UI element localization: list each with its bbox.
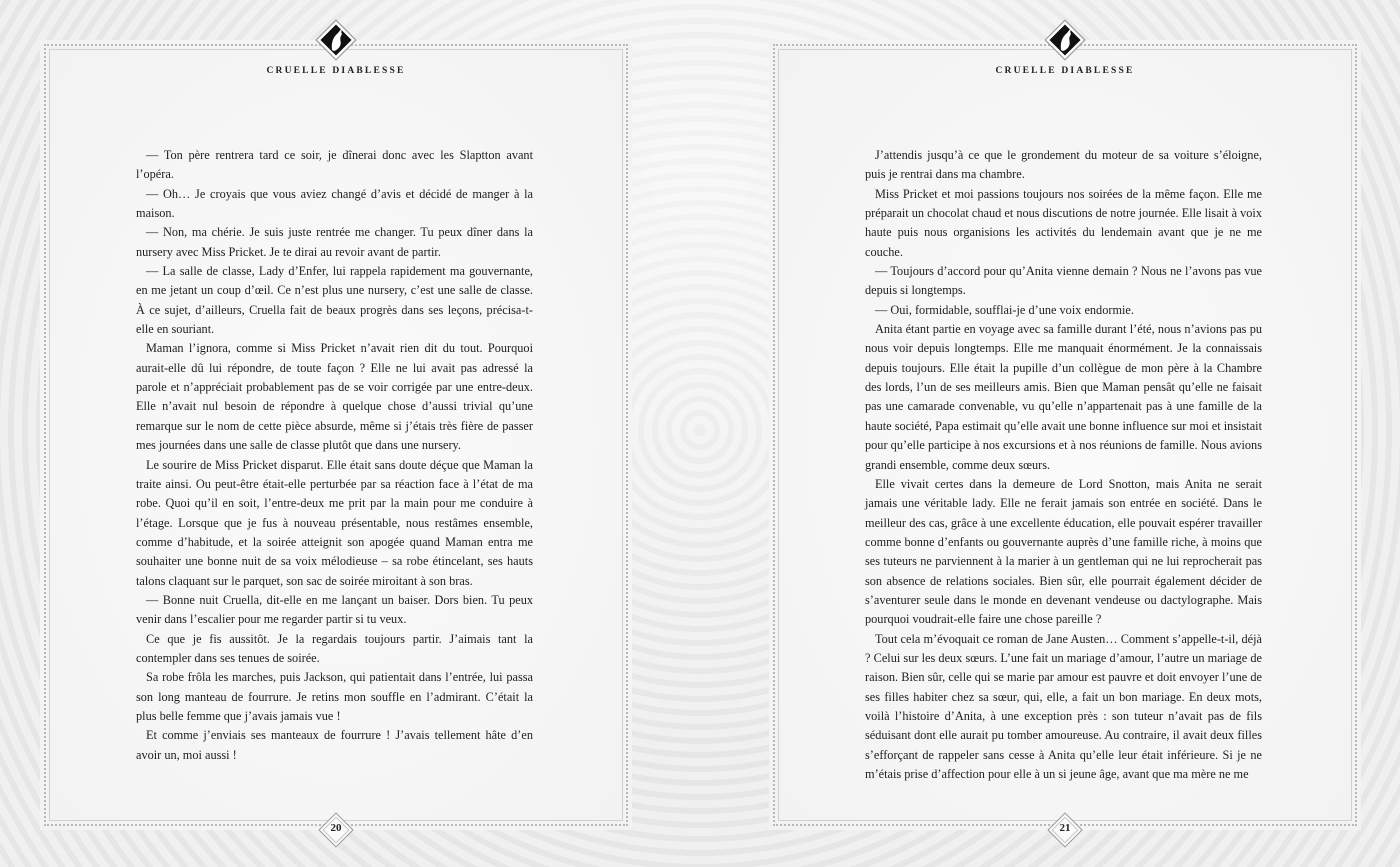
page-number-badge (1045, 810, 1085, 850)
villain-silhouette-diamond-icon (312, 16, 360, 64)
paragraph: J’attendis jusqu’à ce que le grondement du moteur de sa voiture s’éloigne, puis je rentrai dans ma chambre. (865, 148, 1262, 182)
paragraph: — Bonne nuit Cruella, dit-elle en me lançant un baiser. Dors bien. Tu peux venir dans l’escalier pour me regarder partir si tu veux. (136, 592, 533, 627)
paragraph: — Non, ma chérie. Je suis juste rentrée me changer. Tu peux dîner dans la nursery avec Miss Pricket. Je te dirai au revoir avant de partir. (136, 225, 533, 259)
paragraph: Maman l’ignora, comme si Miss Pricket n’avait rien dit du tout. Pourquoi aurait-elle dû lui répondre, de toute façon ? Elle ne lui avait pas adressé la parole et n’appréciait probablement pas de se voir corrigée par une entre-deux. Elle n’avait nul besoin de répondre à quelque chose d’aussi trivial qu’une remarque sur le nom de cette pièce absurde, même si j’étais très fière de passer mes journées dans une salle de classe plutôt que dans une nursery. (136, 341, 533, 453)
paragraph: Elle vivait certes dans la demeure de Lord Snotton, mais Anita ne serait jamais une véritable lady. Elle ne ferait jamais son entrée en société. Dans le meilleur des cas, grâce à une excellente éducation, elle pouvait espérer travailler comme bonne d’enfants ou gouvernante auprès d’une famille riche, à moins que ses tuteurs ne parviennent à la marier à un gentleman qui ne lui reprocherait pas son absence de relations sociales. Bien sûr, elle pourrait également décider de s’aventurer seule dans le monde en devenant vendeuse ou dactylographe. Mais pourquoi voudrait-elle faire une chose pareille ? (865, 476, 1262, 627)
page-number: 20 (330, 822, 342, 834)
paragraph: — Oh… Je croyais que vous aviez changé d’avis et décidé de manger à la maison. (136, 186, 533, 221)
paragraph: Tout cela m’évoquait ce roman de Jane Austen… Comment s’appelle-t-il, déjà ? Celui sur les deux sœurs. L’une fait un mariage d’amour, l’autre un mariage de raison. Bien sûr, celle qui se marie par amour est pauvre et doit envoyer l’une de ses filles habiter chez sa sœur, qui, elle, a fait un bon mariage. En deux mots, voilà l’histoire d’Anita, à une exception près : son tuteur n’avait pas de fils séduisant dont elle aurait pu tomber amoureuse. Au contraire, il avait deux filles s’efforçant de rappeler sans cesse à Anita qu’elle leur était inférieure. Si je ne m’étais prise d’affection pour elle à un si jeune âge, avant que ma mère ne me (865, 631, 1262, 781)
left-page (40, 40, 632, 834)
page-number: 21 (1059, 822, 1071, 834)
body-text (865, 146, 1262, 784)
villain-silhouette-diamond-icon (1041, 16, 1089, 64)
page-number-badge (316, 810, 356, 850)
paragraph: Anita étant partie en voyage avec sa famille durant l’été, nous n’avions pas pu nous voir depuis longtemps. Elle me manquait énormément. Je la connaissais depuis toujours. Elle était la pupille d’un collègue de mon père à la Chambre des lords, l’un de ses meilleurs amis. Bien que Maman pensât qu’elle ne faisait pas une camarade convenable, vu qu’elle n’appartenait pas à une famille de la haute société, Papa estimait qu’elle avait une bonne influence sur moi et insistait pour qu’elle participe à nos excursions et à nos réunions de famille. Nous avions grandi ensemble, comme deux sœurs. (865, 322, 1262, 472)
right-page (769, 40, 1361, 834)
paragraph: — Toujours d’accord pour qu’Anita vienne demain ? Nous ne l’avons pas vue depuis si longtemps. (865, 264, 1262, 298)
paragraph: Ce que je fis aussitôt. Je la regardais toujours partir. J’aimais tant la contempler dans ses tenues de soirée. (136, 631, 533, 665)
running-head: CRUELLE DIABLESSE (266, 66, 406, 76)
body-text (136, 146, 533, 765)
paragraph: Sa robe frôla les marches, puis Jackson, qui patientait dans l’entrée, lui passa son long manteau de fourrure. Je retins mon souffle en l’admirant. C’était la plus belle femme que j’avais jamais vue ! (136, 670, 533, 723)
paragraph: Le sourire de Miss Pricket disparut. Elle était sans doute déçue que Maman la traite ainsi. Ou peut-être était-elle perturbée par sa réaction face à l’état de ma robe. Quoi qu’il en soit, l’entre-deux me prit par la main pour me conduire à l’étage. Lorsque que je fus à nouveau présentable, nous restâmes ensemble, comme d’habitude, et la soirée atteignit son apogée quand Maman entra me souhaiter une bonne nuit de sa voix mélodieuse – sa robe étincelant, ses hauts talons claquant sur le parquet, son sac de soirée miroitant à son bras. (136, 457, 533, 588)
running-head: CRUELLE DIABLESSE (995, 66, 1135, 76)
paragraph: — La salle de classe, Lady d’Enfer, lui rappela rapidement ma gouvernante, en me jetant un coup d’œil. Ce n’est plus une nursery, c’est une salle de classe. À ce sujet, d’ailleurs, Cruella fait de beaux progrès dans ses leçons, précisa-t-elle en souriant. (136, 264, 533, 337)
paragraph: Et comme j’enviais ses manteaux de fourrure ! J’avais tellement hâte d’en avoir un, moi aussi ! (136, 728, 533, 762)
paragraph: — Oui, formidable, soufflai-je d’une voix endormie. (875, 302, 1134, 317)
paragraph: Miss Pricket et moi passions toujours nos soirées de la même façon. Elle me préparait un chocolat chaud et nous discutions de notre journée. Elle lisait à voix haute puis nous organisions les activités du lendemain avant que je ne me couche. (865, 186, 1262, 259)
paragraph: — Ton père rentrera tard ce soir, je dînerai donc avec les Slaptton avant l’opéra. (136, 148, 533, 182)
